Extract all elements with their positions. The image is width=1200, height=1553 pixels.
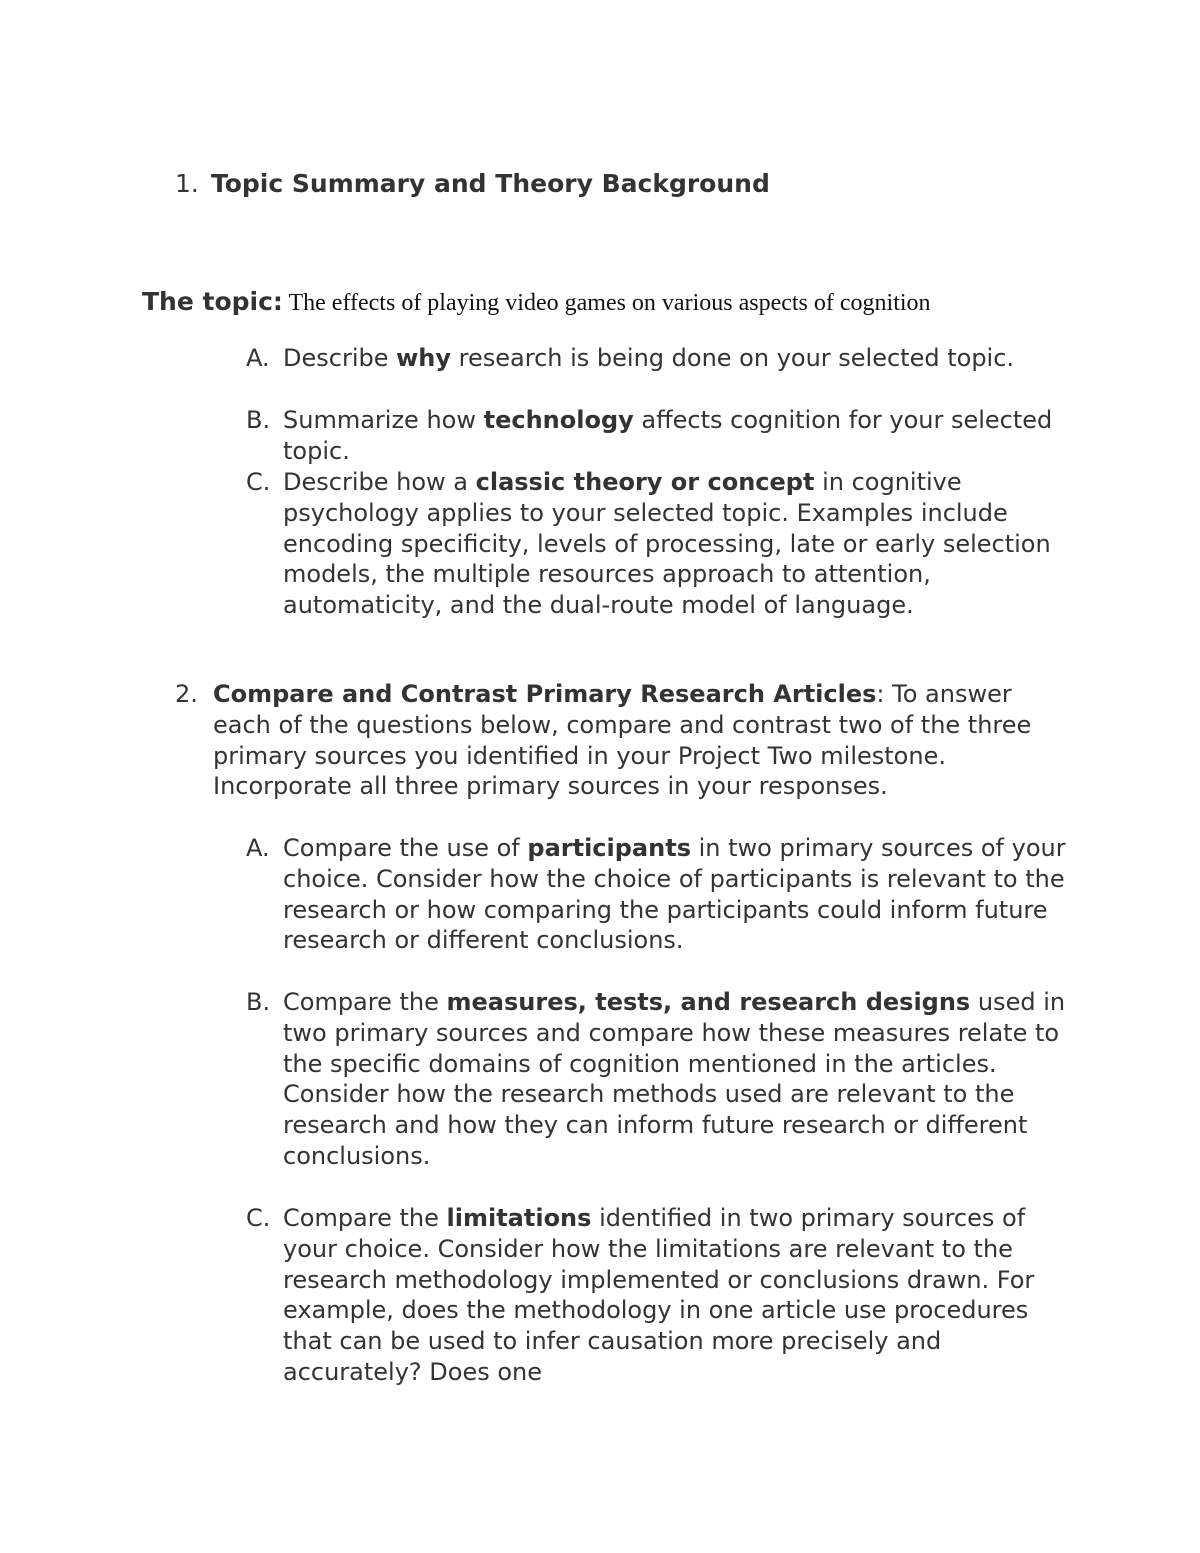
item-marker: B.	[246, 988, 271, 1016]
item-emphasis: technology	[483, 406, 634, 434]
section-2-heading	[175, 679, 1073, 802]
item-emphasis: participants	[527, 834, 691, 862]
section-2-title: Compare and Contrast Primary Research Articles	[213, 680, 877, 708]
section-1-number: 1.	[175, 169, 199, 198]
section-1-title: Topic Summary and Theory Background	[211, 169, 770, 198]
section-1-heading	[175, 166, 770, 202]
section-2-item-c: C. Compare the limitations identified in two primary sources of your choice. Consider how the limitations are relevant to the research methodology implemented or conclusions drawn. For example, does the methodology in one article use procedures that can be used to infer causation more precisely and accurately? Does one	[246, 1204, 1035, 1386]
topic-line	[142, 284, 931, 323]
section-2-item-b: B. Compare the measures, tests, and research designs used in two primary sources and compare how these measures relate to the specific domains of cognition mentioned in the articles. Consider how the research methods used are relevant to the research and how they can inform future research or different conclusions.	[246, 988, 1066, 1170]
section-1-item-a: A. Describe why research is being done on your selected topic.	[246, 344, 1015, 372]
section-2-intro: : To answer each of the questions below, compare and contrast two of the three primary sources you identified in your Project Two milestone. Incorporate all three primary sources in your responses.	[213, 680, 1032, 801]
item-marker: A.	[246, 344, 270, 372]
section-1-item-b: B. Summarize how technology affects cognition for your selected topic.	[246, 406, 1053, 465]
topic-text: The effects of playing video games on various aspects of cognition	[282, 290, 931, 316]
item-emphasis: measures, tests, and research designs	[446, 988, 971, 1016]
item-emphasis: classic theory or concept	[475, 468, 815, 496]
section-2-item-a: A. Compare the use of participants in two primary sources of your choice. Consider how the choice of participants is relevant to the research or how comparing the participants could inform future research or different conclusions.	[246, 834, 1066, 955]
item-emphasis: limitations	[446, 1204, 592, 1232]
item-marker: A.	[246, 834, 270, 862]
section-1-item-c: C. Describe how a classic theory or concept in cognitive psychology applies to your selected topic. Examples include encoding specificity, levels of processing, late or early selection models, the multiple resources approach to attention, automaticity, and the dual-route model of language.	[246, 468, 1051, 620]
topic-label: The topic:	[142, 287, 283, 316]
item-marker: B.	[246, 406, 271, 434]
item-marker: C.	[246, 468, 271, 496]
item-emphasis: why	[396, 344, 452, 372]
item-marker: C.	[246, 1204, 271, 1232]
section-2-number: 2.	[175, 680, 198, 708]
